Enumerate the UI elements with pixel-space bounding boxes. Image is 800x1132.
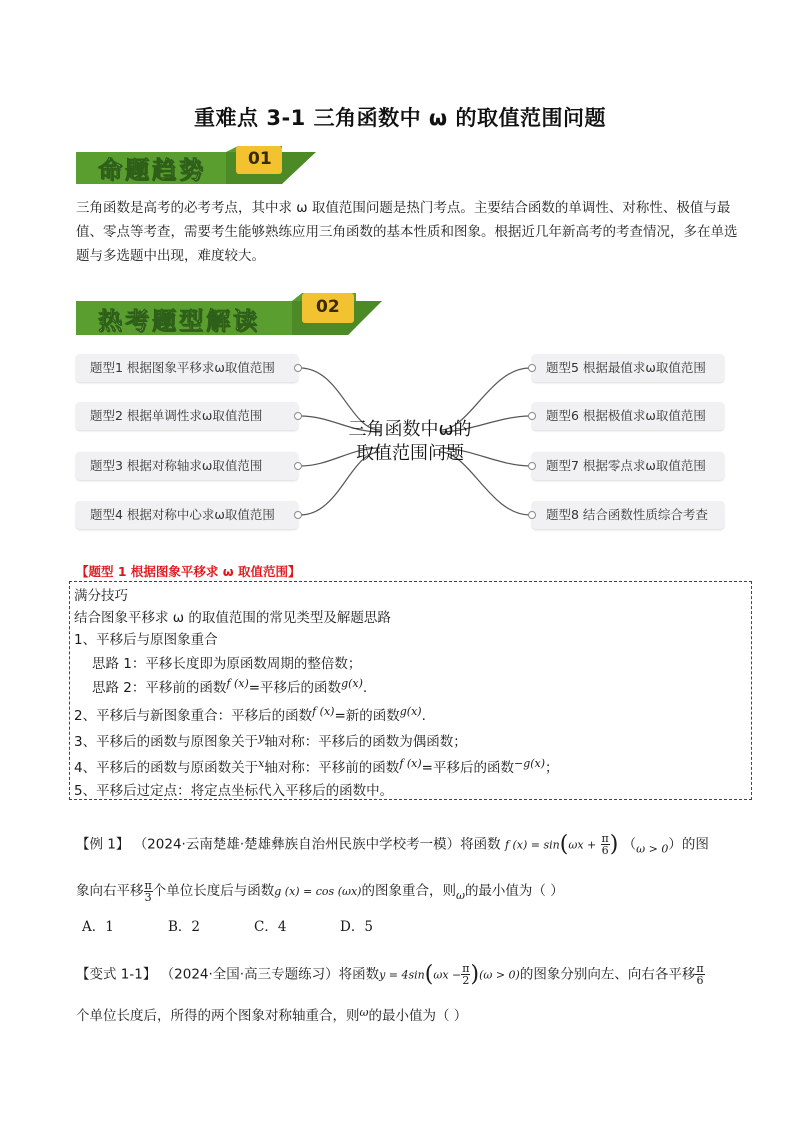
- mindmap-type-label: 题型8 结合函数性质综合考查: [546, 507, 708, 522]
- frac-num: π: [144, 878, 152, 892]
- paren-right: ): [470, 962, 480, 987]
- mindmap-type-7[interactable]: [532, 452, 724, 480]
- math-fx: f (x): [312, 705, 335, 718]
- math-fx: f (x): [399, 757, 422, 770]
- paren-left: (: [559, 832, 569, 857]
- banner-title: 命题趋势: [98, 155, 206, 184]
- mindmap-center-line: 取值范围问题: [356, 443, 464, 464]
- math-arg: ωx +: [568, 838, 597, 852]
- mindmap-type-label: 题型3 根据对称轴求ω取值范围: [90, 458, 263, 473]
- math-cond: ω > 0: [636, 842, 669, 856]
- mindmap-type-label: 题型6 根据极值求ω取值范围: [546, 408, 706, 423]
- banner-number: 02: [316, 297, 340, 317]
- mindmap-type-6[interactable]: [532, 402, 724, 430]
- option-b[interactable]: B．2: [168, 919, 201, 935]
- tips-text: =平移后的函数: [248, 680, 342, 696]
- mindmap-type-4[interactable]: [76, 501, 298, 529]
- tips-text: 3、平移后的函数与原图象关于: [74, 734, 259, 750]
- example1-line2: [76, 879, 564, 903]
- math-gx: g(x): [399, 705, 422, 718]
- punct: .: [362, 680, 368, 696]
- section-heading-type1: 【题型 1 根据图象平移求 ω 取值范围】: [76, 564, 301, 579]
- math-gfunc: g (x) = cos (ωx): [274, 885, 362, 898]
- punct: .: [421, 708, 426, 724]
- connector-dot: [294, 462, 302, 470]
- tips-item: 5、平移后过定点：将定点坐标代入平移后的函数中。: [74, 783, 394, 799]
- math-neg-gx: −g(x): [513, 757, 546, 770]
- connector-dot: [294, 412, 302, 420]
- example-label: 【例 1】: [76, 836, 130, 853]
- math-func: y = 4sin: [379, 968, 425, 982]
- connector-dot: [294, 511, 302, 519]
- mindmap-type-label: 题型7 根据零点求ω取值范围: [546, 458, 706, 473]
- mindmap-type-label: 题型4 根据对称中心求ω取值范围: [90, 507, 275, 522]
- tips-item: 1、平移后与原图象重合: [74, 632, 218, 648]
- variant1-line2: [76, 1004, 467, 1024]
- tips-text: 轴对称：平移后的函数为偶函数；: [264, 734, 467, 750]
- example-text: 的图象重合，则: [361, 883, 456, 899]
- mindmap-type-label: 题型1 根据图象平移求ω取值范围: [90, 360, 275, 375]
- connector-dot: [528, 412, 536, 420]
- math-y: y: [258, 731, 265, 744]
- frac-den: 6: [696, 974, 704, 987]
- variant1-line1: [76, 962, 705, 987]
- paren-left: (: [424, 962, 434, 987]
- mindmap-center: [330, 418, 490, 466]
- math-omega: ω: [359, 1006, 369, 1019]
- tips-item: [92, 676, 367, 696]
- intro-paragraph: 三角函数是高考的必考考点，其中求 ω 取值范围问题是热门考点。主要结合函数的单调性、对称性、极值与最值、零点等考查，需要考生能够熟练应用三角函数的基本性质和图象。根据近几年新高考的考查情况，多在单选题与多选题中出现，难度较大。: [76, 200, 738, 264]
- example-text: 的图: [681, 836, 709, 853]
- fraction-pi-6: [601, 833, 610, 856]
- connector-dot: [528, 511, 536, 519]
- mindmap-type-2[interactable]: [76, 402, 298, 430]
- example-text: 象向右平移: [76, 883, 144, 899]
- frac-den: 3: [144, 890, 152, 904]
- connector-dot: [528, 364, 536, 372]
- tips-text: 2、平移后与新图象重合：平移后的函数: [74, 708, 313, 724]
- mindmap-type-label: 题型5 根据最值求ω取值范围: [546, 360, 706, 375]
- math-func: f (x) = sin: [504, 838, 560, 852]
- math-arg: ωx −: [433, 968, 462, 982]
- example-text: 个单位长度后与函数: [152, 883, 275, 899]
- variant-source: （2024·全国·高三专题练习）将函数: [160, 966, 380, 983]
- tips-text: 4、平移后的函数与原函数关于: [74, 760, 259, 776]
- tips-title: 满分技巧: [74, 588, 128, 604]
- option-c[interactable]: C．4: [254, 919, 287, 935]
- mindmap-type-3[interactable]: [76, 452, 298, 480]
- option-d[interactable]: D．5: [340, 919, 373, 935]
- math-x: x: [258, 757, 265, 770]
- punct: ；: [545, 760, 559, 776]
- variant-text: 个单位长度后，所得的两个图象对称轴重合，则: [76, 1008, 360, 1024]
- tips-item: 思路 1：平移长度即为原函数周期的整倍数；: [92, 656, 362, 672]
- variant-label: 【变式 1-1】: [76, 966, 157, 983]
- frac-den: 2: [462, 974, 470, 987]
- math-cond: (ω > 0): [479, 968, 520, 982]
- math-gx: g(x): [341, 677, 363, 690]
- connector-dot: [528, 462, 536, 470]
- tips-item: [74, 704, 426, 724]
- frac-num: π: [696, 962, 704, 975]
- tips-item: [74, 730, 467, 750]
- variant-text: 的最小值为（ ）: [368, 1008, 468, 1024]
- page-title: 重难点 3-1 三角函数中 ω 的取值范围问题: [194, 106, 606, 130]
- mindmap-type-label: 题型2 根据单调性求ω取值范围: [90, 408, 263, 423]
- fraction-pi-6: [695, 963, 704, 986]
- banner-title: 热考题型解读: [98, 306, 260, 335]
- mindmap-type-5[interactable]: [532, 354, 724, 382]
- variant-text: 的图象分别向左、向右各平移: [519, 966, 696, 983]
- tips-text: =平移后的函数: [421, 760, 514, 776]
- tips-item: [74, 756, 559, 776]
- math-fx: f (x): [226, 677, 249, 690]
- tips-text: 轴对称：平移前的函数: [264, 760, 400, 776]
- frac-num: π: [601, 832, 609, 845]
- mindmap-type-8[interactable]: [532, 501, 724, 529]
- tips-box: [69, 581, 752, 800]
- fraction-pi-3: [144, 880, 153, 903]
- example-source: （2024·云南楚雄·楚雄彝族自治州民族中学校考一模）将函数: [133, 836, 501, 853]
- connector-dot: [294, 364, 302, 372]
- frac-num: π: [462, 962, 470, 975]
- option-a[interactable]: A．1: [82, 919, 114, 935]
- example-text: 的最小值为（ ）: [464, 883, 564, 899]
- math-omega: ω: [455, 889, 465, 902]
- tips-subtitle: 结合图象平移求 ω 的取值范围的常见类型及解题思路: [74, 610, 391, 626]
- frac-den: 6: [601, 844, 609, 857]
- example1-line1: [76, 832, 709, 857]
- mindmap-center-line: 三角函数中ω的: [348, 419, 472, 440]
- paren-open: （: [622, 836, 637, 853]
- mindmap-type-1[interactable]: [76, 354, 298, 382]
- paren-close: ）: [668, 836, 682, 853]
- banner-number: 01: [248, 149, 272, 169]
- tips-text: =新的函数: [334, 708, 400, 724]
- paren-right: ): [609, 832, 619, 857]
- tips-text: 思路 2：平移前的函数: [92, 680, 227, 696]
